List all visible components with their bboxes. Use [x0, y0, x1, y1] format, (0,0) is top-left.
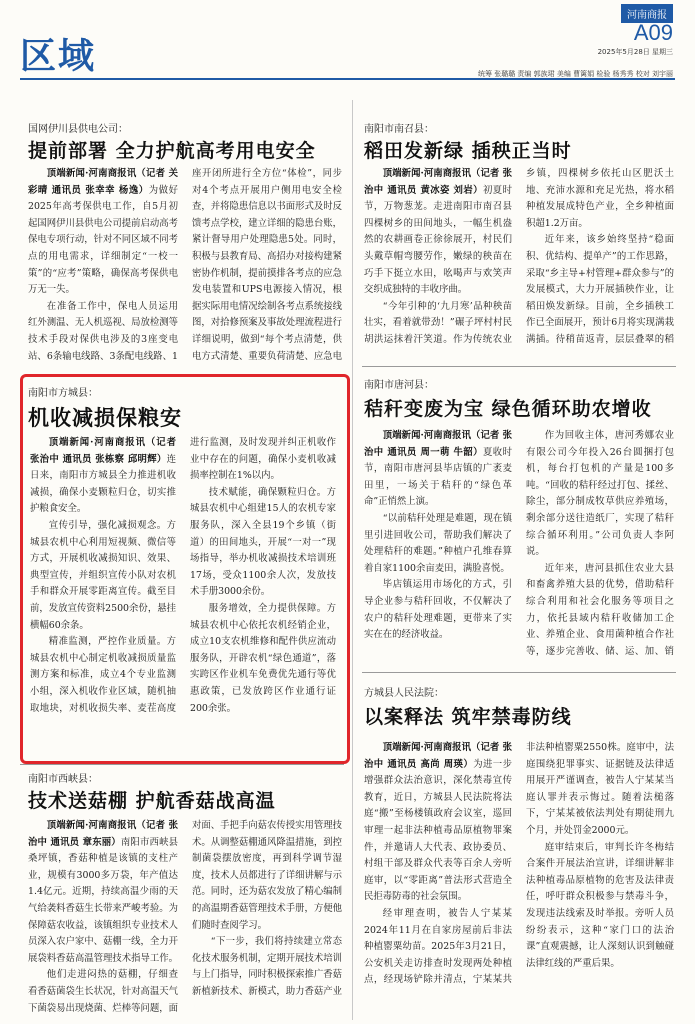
article-paragraph: 毕店镇运用市场化的方式，引导企业参与秸秆回收，不仅解决了农户的秸秆处理难题，更带来了实实在在的经济收益。	[364, 579, 512, 641]
section-divider	[362, 366, 676, 367]
article-paragraph: 连日来，南阳市方城县全力推进机收减损，确保小麦颗粒归仓，切实推护粮食安全。	[30, 453, 176, 515]
article-body	[364, 428, 674, 662]
newspaper-logo: 河南商报	[621, 4, 673, 23]
article-paragraph: “以前秸秆处理是难题，现在镇里引进回收公司，帮助我们解决了处理秸秆的难题。”种植户孔维春算着自家1100余亩麦田，满脸喜悦。	[364, 512, 512, 574]
publish-date: 2025年5月28日 星期三	[597, 48, 673, 56]
article-kicker: 国网伊川县供电公司：	[28, 124, 128, 135]
article-headline: 稻田发新绿 插秧正当时	[364, 140, 572, 162]
article-kicker: 南阳市唐河县：	[364, 380, 434, 391]
section-title: 区域	[20, 36, 97, 77]
article-kicker: 南阳市南召县：	[364, 124, 434, 135]
article-paragraph: 近年来，唐河县抓住农业大县和畜禽养殖大县的优势，借助秸秆综合利用和社会化服务等项目之力，依托县域内秸秆收储加工企业、养殖企业、食用菌种植合作社等，逐步完善收、储、运、加、销	[526, 562, 674, 657]
article-paragraph: 作为回收主体，唐河秀娜农业有限公司今年投入26台圆捆打包机，每台打包机的产量是100多吨。“回收的秸秆经过打包、揉丝、除尘，部分制成牧草供应养殖场，剩余部分送往造纸厂，实现了秸秆综合循环利用。”公司负责人李阿说。	[526, 430, 674, 558]
article-paragraph: 精准监测，严控作业质量。方城县农机中心制定机收减损质量监测方案和标准，成立4个专业监测小组，深入机收作业区域，随机抽取地块，对机收损失率、麦茬高度进行监测，及时发现并纠正机收作业中存在的问题，确保小麦机收减损率控制在1%以内。	[30, 437, 336, 714]
article-byline: 顶端新闻·河南商报讯（记者 关彩晴 通讯员 张幸幸 杨逸）	[28, 168, 178, 196]
article-paragraph: 宣传引导，强化减损观念。方城县农机中心利用短视频、微信等方式，开展机收减损知识、效果、典型宣传，并组织宣传小队对农机手和群众开展零距离宣传。截至目前，发放宣传资料2500余份，悬挂横幅60余条。	[30, 519, 176, 631]
article-body	[364, 166, 674, 358]
article-byline: 顶端新闻·河南商报讯（记者 张治中 通讯员 高尚 周瑛）	[364, 742, 512, 770]
article-kicker: 南阳市西峡县：	[28, 774, 98, 785]
section-divider	[362, 672, 676, 673]
article-byline: 顶端新闻·河南商报讯（记者 张治中 通讯员 章东丽）	[28, 820, 178, 848]
article-body	[364, 740, 674, 1020]
article-headline: 提前部署 全力护航高考用电安全	[28, 140, 316, 162]
article-kicker: 南阳市方城县：	[28, 388, 98, 399]
article-paragraph: 夏收时节，南阳市唐河县毕店镇的广袤麦田里，一场关于秸秆的“绿色革命”正悄然上演。	[364, 446, 512, 508]
article-paragraph: 技术赋能，确保颗粒归仓。方城县农机中心组建15人的农机专家服务队，深入全县19个乡镇（街道）的田间地头，开展“一对一”现场指导，举办机收减损技术培训班17场，受众1100余人次，发放技术手册3000余份。	[190, 486, 336, 598]
column-divider	[352, 100, 353, 1020]
page-number: A09	[633, 20, 673, 45]
section-divider	[20, 764, 344, 765]
article-paragraph: 服务增效，全力提供保障。方城县农机中心依托农机经销企业，成立10支农机维修和配件供应流动服务队，开辟农机“绿色通道”，落实跨区作业机车免费优先通行等优惠政策，已发放跨区作业通行证200余张。	[190, 602, 336, 714]
article-body	[30, 435, 336, 753]
article-body	[28, 818, 342, 1022]
article-paragraph: 近年来，该乡始终坚持“稳面积、优结构、提单产”的工作思路，采取“乡主导+村管理+群众参与”的发展模式，大力开展插秧作业，让稻田焕发新绿。目前，全乡插秧工作已全面展开，预计6月将实现满栽满插。待稍苗返青，层层叠翠的稻	[526, 234, 674, 345]
article-paragraph: “今年引种的‘九月寒’品种秧苗壮实，看着就带劲！”碾子坪村村民胡洪运抹着汗笑道。作为传统农业乡镇，四棵树乡依托山区肥沃土地、充沛水源和充足光热，将水稻种植发展成特色产业，全乡种植面积超1.2万亩。	[364, 168, 674, 345]
article-kicker: 方城县人民法院：	[364, 688, 444, 699]
article-byline: 顶端新闻·河南商报讯（记者 张治中 通讯员 周一萌 牛韶）	[364, 430, 512, 458]
article-headline: 机收减损保粮安	[28, 406, 182, 430]
article-byline: 顶端新闻·河南商报讯（记者 张治中 通讯员 黄冰姿 刘岩）	[364, 168, 512, 196]
article-paragraph: 经审理查明，被告人宁某某2024年11月在自家房屋前后非法种植罂粟幼苗。2025年3月21日，公安机关走访排查时发现两处种植点，经现场铲除并清点，宁某某共非法种植罂粟2550株。庭审中，法庭围绕犯罪事实、证据链及法律适用展开严谨调查，被告人宁某某当庭认罪并表示悔过。随着法槌落下，宁某某被依法判处有期徒刑九个月，并处罚金2000元。	[364, 742, 674, 986]
article-headline: 技术送菇棚 护航香菇战高温	[28, 790, 276, 812]
article-headline: 以案释法 筑牢禁毒防线	[364, 706, 572, 728]
article-paragraph: 为进一步增强群众法治意识，深化禁毒宣传教育，近日，方城县人民法院将法庭“搬”至杨楼镇政府会议室，巡回审理一起非法种植毒品原植物罪案件，并邀请人大代表、政协委员、村组干部及群众代表等百余人旁听庭审，以“零距离”普法形式营造全民拒毒防毒的社会氛围。	[364, 758, 512, 903]
article-paragraph: 初夏时节，万物葱茏。走进南阳市南召县四棵树乡的田间地头，一幅生机盎然的农耕画卷正徐徐展开，村民们头戴草帽弯腰劳作，嫩绿的秧苗在巧手下挺立水田，吆喝声与欢笑声交织成独特的丰收序曲。	[364, 184, 512, 296]
article-paragraph: 为做好2025年高考保供电工作，自5月初起国网伊川县供电公司提前启动高考保电专项行动，针对不同区域不同考点的用电需求，详细制定“一校一策”的“应考”策略，确保高考保供电万无一失。	[28, 184, 179, 296]
article-paragraph: 南阳市西峡县桑坪镇，香菇种植是该镇的支柱产业，规模有3000多万袋，年产值达1.4亿元。近期，持续高温少雨的天气给袭料香菇生长带来严峻考验。为保障菇农收益，该镇组织专业技术人员深入农户家中、菇棚一线，全力开展袋料香菇高温管理技术指导工作。	[28, 836, 179, 964]
article-body	[28, 166, 342, 370]
article-paragraph: 庭审结束后，审判长许冬梅结合案件开展法治宣讲，详细讲解非法种植毒品原植物的危害及法律责任，呼吁群众积极参与禁毒斗争，发现违法线索及时举报。旁听人员纷纷表示，这种“家门口的法治课”直观震撼，让人深刻认识到触碰法律红线的严重后果。	[526, 841, 674, 969]
article-headline: 秸秆变废为宝 绿色循环助农增收	[364, 398, 652, 420]
article-paragraph: “下一步，我们将持续建立常态化技术服务机制，定期开展技术培训与上门指导，同时积极探索推广香菇新植新技术、新模式，助力香菇产业	[192, 936, 342, 997]
article-paragraph: 他们走进闷热的菇棚，仔细查看香菇菌袋生长状况，针对高温天气下菌袋易出现烧菌、烂棒等问题，面对面、手把手向菇农传授实用管理技术。从调整菇棚通风降温措施，到控制菌袋摆放密度，再到科学调节湿度，技术人员都进行了详细讲解与示范。同时，还为菇农发放了精心编制的高温期香菇管理技术手册，方便他们随时查阅学习。	[28, 820, 342, 1014]
masthead-divider	[20, 78, 675, 80]
editor-credits: 统筹 张璐璐 责编 郭族珺 美编 曹篱娟 检验 杨秀秀 校对 刘宇丽	[477, 70, 673, 78]
article-paragraph: 在准备工作中，保电人员运用红外测温、无人机巡视、局放检测等技术手段对保供电涉及的3座变电站、6条输电线路、3条配电线路、1座开闭所进行全方位“体检”，同步对4个考点开展用户侧用电安全检查，并将隐患信息以书面形式及时反馈考点学校，建立详细的隐患台账，紧计督导用户处理隐患5处。同时，积极与县教育局、高招办对接构建紧密协作机制，提前摸排各考点的应急发电装置和UPS电源接入情况，根据实际用电情况绘制各考点系统接线图，对拾修预案及事故处理流程进行详细说明，做到“每个考点清楚，供电方式清楚、重要负荷清楚、应急电	[28, 168, 342, 362]
article-byline: 顶端新闻·河南商报讯（记者 张治中 通讯员 张栋察 邱明辉）	[30, 437, 176, 465]
